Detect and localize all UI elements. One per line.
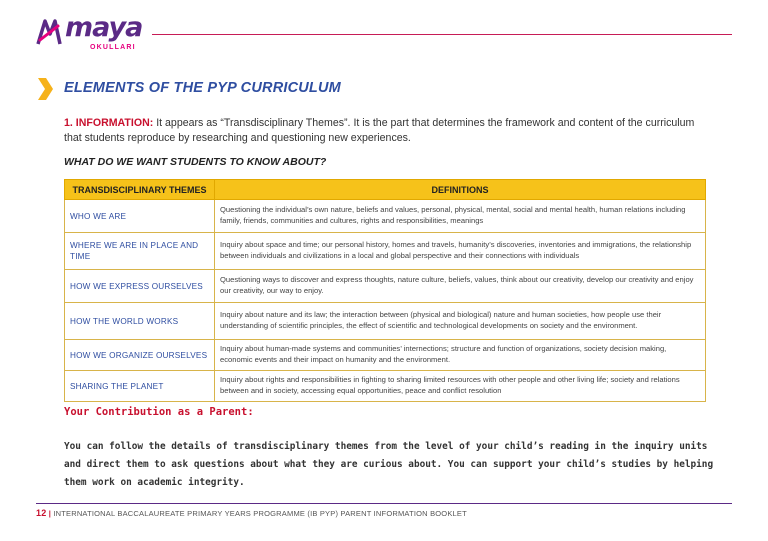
information-label: 1. INFORMATION: bbox=[64, 117, 154, 129]
column-header-definitions: DEFINITIONS bbox=[215, 180, 706, 200]
table-row bbox=[65, 371, 706, 402]
table-row bbox=[65, 270, 706, 303]
footer-divider bbox=[36, 503, 732, 504]
definition-cell: Inquiry about space and time; our personal history, homes and travels, humanity’s discoveries, inventories and immigrations, the relationship between individuals and civilizations in a local and global perspective and their connections with individuals bbox=[215, 233, 706, 270]
column-header-themes: TRANSDISCIPLINARY THEMES bbox=[65, 180, 215, 200]
header-divider bbox=[152, 34, 732, 35]
chevron-right-icon bbox=[36, 76, 54, 102]
definition-cell: Inquiry about nature and its law; the interaction between (physical and biological) nature and human societies, how people use their understanding of scientific principles, the effect of scientific and technological developments on society and the environment. bbox=[215, 303, 706, 340]
transdisciplinary-themes-table bbox=[64, 179, 706, 402]
table-heading-question: WHAT DO WE WANT STUDENTS TO KNOW ABOUT? bbox=[64, 156, 327, 168]
information-paragraph bbox=[64, 116, 714, 146]
table-row bbox=[65, 233, 706, 270]
information-text: It appears as “Transdisciplinary Themes”. It is the part that determines the framework and content of the curriculum that students reproduce by researching and questioning new experiences. bbox=[64, 117, 695, 144]
table-row bbox=[65, 340, 706, 371]
table-header-row bbox=[65, 180, 706, 200]
definition-cell: Questioning the individual’s own nature, beliefs and values, personal, physical, mental, social and mental health, human relations including family, friends, communities and cultures, rights and responsibilities, meanings bbox=[215, 200, 706, 233]
page-footer bbox=[36, 508, 467, 518]
footer-text: INTERNATIONAL BACCALAUREATE PRIMARY YEARS PROGRAMME (IB PYP) PARENT INFORMATION BOOKLET bbox=[51, 509, 467, 518]
theme-cell: HOW THE WORLD WORKS bbox=[65, 303, 215, 340]
theme-cell: HOW WE EXPRESS OURSELVES bbox=[65, 270, 215, 303]
definition-cell: Inquiry about rights and responsibilities in fighting to sharing limited resources with other people and other living life; society and relations between and in society, accessing equal opportunities, peace and conflict resolution bbox=[215, 371, 706, 402]
section-title: ELEMENTS OF THE PYP CURRICULUM bbox=[64, 80, 341, 96]
parent-contribution-text: You can follow the details of transdisciplinary themes from the level of your child’s reading in the inquiry units and direct them to ask questions about what they are curious about. You can support your child’s studies by helping them work on academic integrity. bbox=[64, 441, 714, 488]
maya-logo bbox=[36, 14, 146, 54]
page-number: 12 bbox=[36, 508, 47, 518]
table-row bbox=[65, 303, 706, 340]
logo-wordmark: maya bbox=[65, 12, 143, 43]
definition-cell: Inquiry about human-made systems and communities’ internections; structure and function of organizations, society decision making, economic events and their impact on humanity and the environment. bbox=[215, 340, 706, 371]
footer-separator: | bbox=[48, 509, 52, 518]
definition-cell: Questioning ways to discover and express thoughts, nature culture, beliefs, values, think about our creativity, develop our creativity and enjoy our creativity, our way to enjoy. bbox=[215, 270, 706, 303]
parent-contribution-title: Your Contribution as a Parent: bbox=[64, 406, 254, 418]
table-row bbox=[65, 200, 706, 233]
logo-subtitle: OKULLARI bbox=[90, 44, 136, 51]
theme-cell: WHERE WE ARE IN PLACE AND TIME bbox=[65, 233, 215, 270]
theme-cell: WHO WE ARE bbox=[65, 200, 215, 233]
theme-cell: HOW WE ORGANIZE OURSELVES bbox=[65, 340, 215, 371]
theme-cell: SHARING THE PLANET bbox=[65, 371, 215, 402]
maya-logo-mark-icon bbox=[36, 18, 62, 46]
